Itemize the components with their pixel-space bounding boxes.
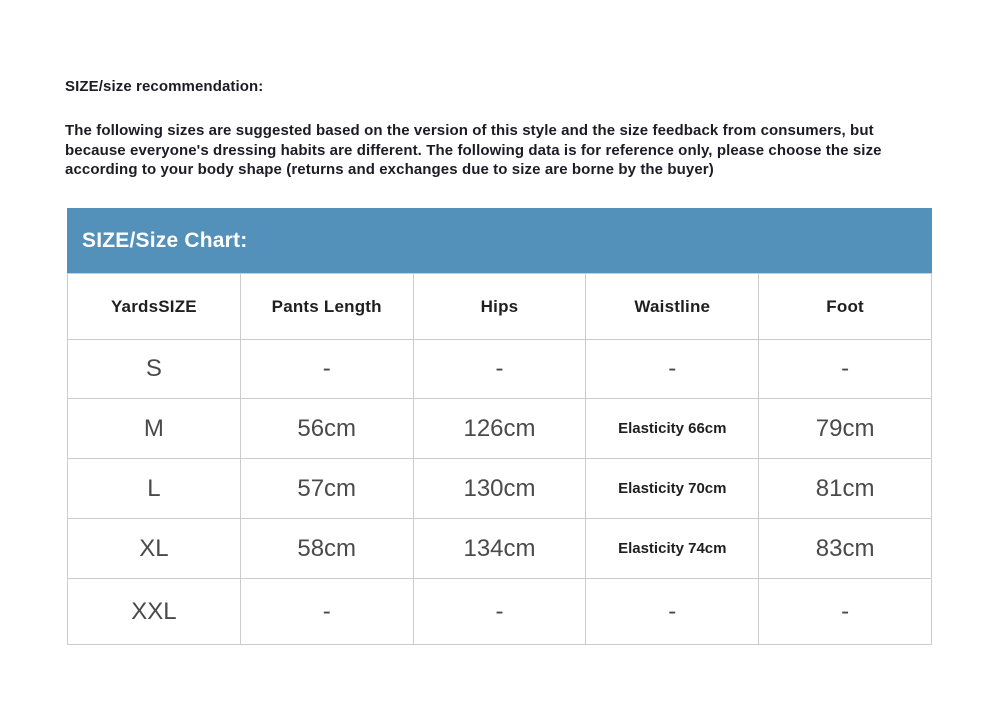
foot-cell: - xyxy=(759,340,932,399)
page-title: SIZE/size recommendation: xyxy=(65,78,264,95)
column-header-pants-length: Pants Length xyxy=(240,274,413,340)
table-header-row xyxy=(68,274,932,340)
size-chart-banner xyxy=(67,208,932,273)
foot-cell: 83cm xyxy=(759,519,932,579)
waistline-cell: Elasticity 74cm xyxy=(586,519,759,579)
size-cell: M xyxy=(68,399,241,459)
table-row-xl xyxy=(68,519,932,579)
foot-cell: 79cm xyxy=(759,399,932,459)
size-cell: XL xyxy=(68,519,241,579)
pants-length-cell: - xyxy=(240,579,413,645)
table-row-xxl xyxy=(68,579,932,645)
waistline-cell: - xyxy=(586,579,759,645)
size-cell: XXL xyxy=(68,579,241,645)
hips-cell: 130cm xyxy=(413,459,586,519)
hips-cell: - xyxy=(413,340,586,399)
size-chart-table xyxy=(67,273,932,645)
pants-length-cell: 56cm xyxy=(240,399,413,459)
hips-cell: 126cm xyxy=(413,399,586,459)
size-recommendation-text: The following sizes are suggested based on the version of this style and the size feedback from consumers, but because everyone's dressing habits are different. The following data is for reference only, please choose the size according to your body shape (returns and exchanges due to size are borne by the buyer) xyxy=(65,122,882,178)
size-cell: S xyxy=(68,340,241,399)
hips-cell: 134cm xyxy=(413,519,586,579)
pants-length-cell: 57cm xyxy=(240,459,413,519)
waistline-cell: - xyxy=(586,340,759,399)
column-header-waistline: Waistline xyxy=(586,274,759,340)
hips-cell: - xyxy=(413,579,586,645)
table-row-s xyxy=(68,340,932,399)
column-header-foot: Foot xyxy=(759,274,932,340)
waistline-cell: Elasticity 70cm xyxy=(586,459,759,519)
foot-cell: - xyxy=(759,579,932,645)
table-row-m xyxy=(68,399,932,459)
pants-length-cell: - xyxy=(240,340,413,399)
column-header-hips: Hips xyxy=(413,274,586,340)
pants-length-cell: 58cm xyxy=(240,519,413,579)
foot-cell: 81cm xyxy=(759,459,932,519)
waistline-cell: Elasticity 66cm xyxy=(586,399,759,459)
table-row-l xyxy=(68,459,932,519)
size-cell: L xyxy=(68,459,241,519)
size-chart-banner-title: SIZE/Size Chart: xyxy=(82,228,248,252)
column-header-yardssize: YardsSIZE xyxy=(68,274,241,340)
